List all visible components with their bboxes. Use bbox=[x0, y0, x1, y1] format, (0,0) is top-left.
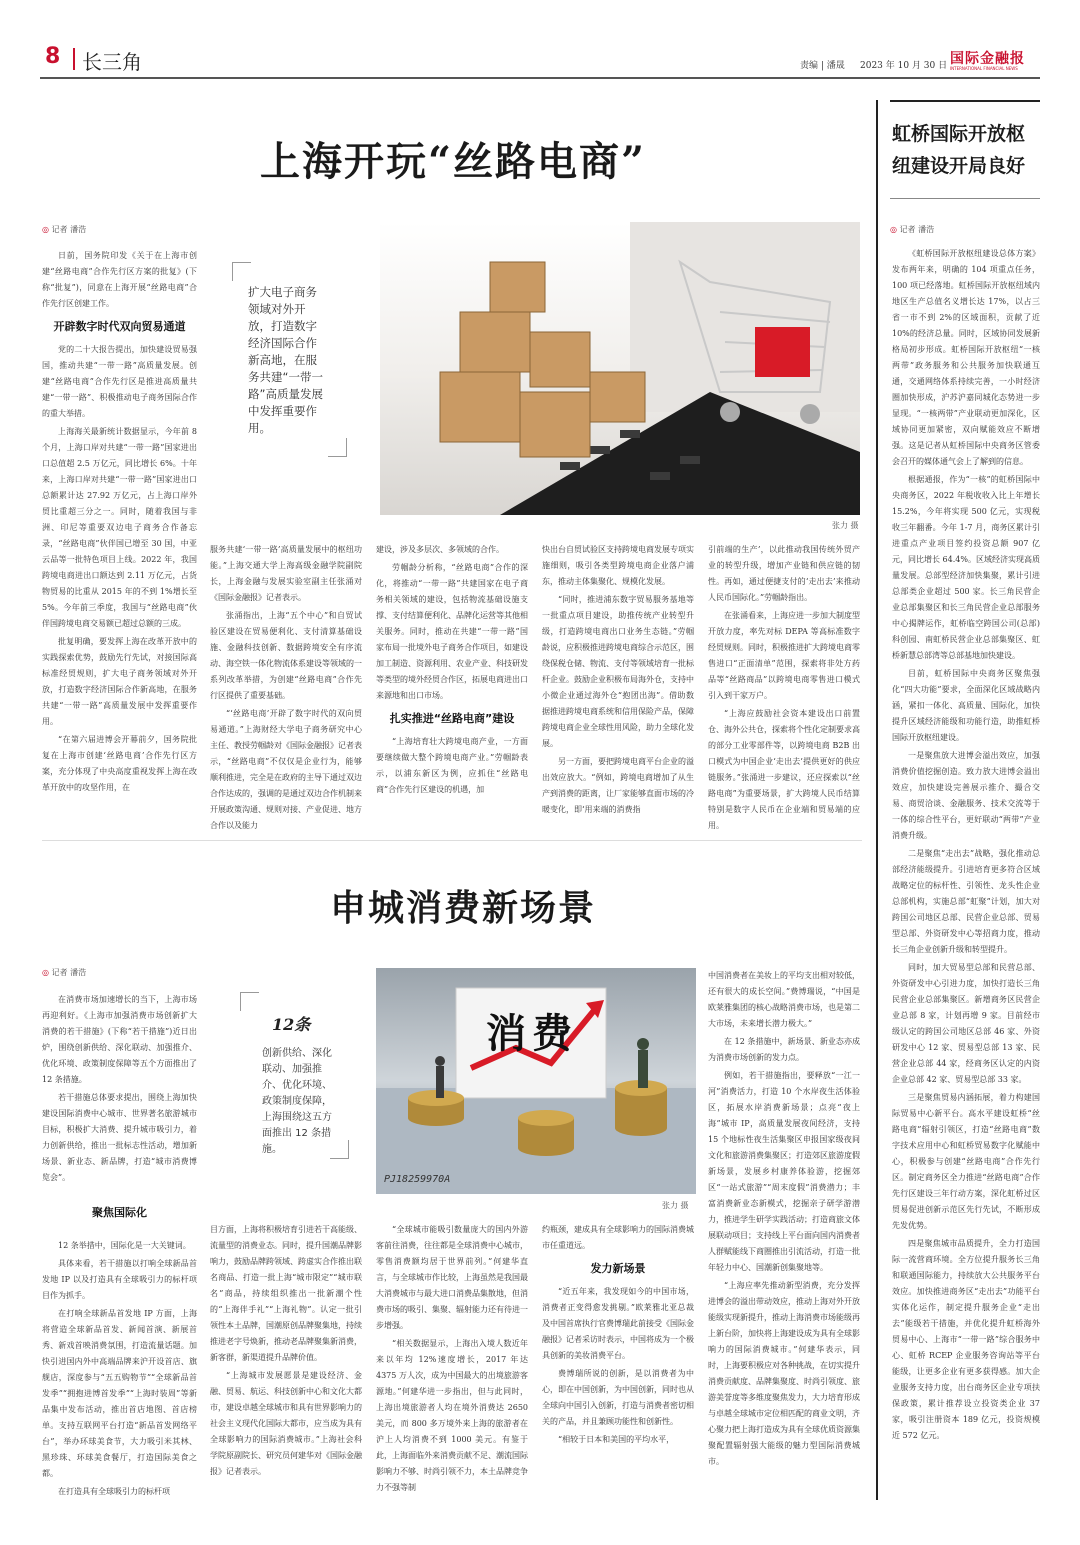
paragraph: 例如，若干措施指出，要释放“一江一河”消费活力，打造 10 个水岸夜生活体验区，拓展水岸消费新场景；点亮“夜上海”城市 IP，高质量发展夜间经济，支持 15 个地标性夜生活集聚区申报国家级夜间文化和旅游消费集聚区；打造郊区旅游度假新场景，发展乡村康养体验游，挖掘郊区“一站式旅游”“周末度假”消费潜力；丰富消费新业态新模式，挖掘亲子研学游潜力，推进学生研学实践活动；打造商旅文体展联动项目；支持线上平台面向国内消费者人群赋能线下商圈推出引流活动，打造一批年轻力中心、国潮新创集聚地等。 bbox=[708, 1071, 860, 1272]
paragraph: 三是聚焦贸易内涵拓展，着力构建国际贸易中心新平台。高水平建设虹桥“丝路电商”辐射引领区，打造“丝路电商”数字技术应用中心和虹桥贸易数字化赋能中心，积极参与创建“丝路电商”合作先行区。制定商务区全力推进“丝路电商”合作先行区建设三年行动方案，深化虹桥过区贸易促进创新示范区先行先试，不断形成先发优势。 bbox=[892, 1093, 1040, 1230]
article2-title: 申城消费新场景 bbox=[330, 887, 597, 929]
paragraph: 约瓶颈，建成具有全球影响力的国际消费城市任重道远。 bbox=[542, 1225, 694, 1250]
article1-photo-credit: 张力 摄 bbox=[832, 521, 859, 530]
paragraph: 服务共建‘一带一路’高质量发展中的枢纽功能。”上海交通大学上海高级金融学院副院长，上海金融与发展实验室副主任张涌对《国际金融报》记者表示。 bbox=[210, 545, 362, 602]
article2-quote-number: 12条 bbox=[272, 1015, 311, 1034]
photo-banknote-text: PJ18259970A bbox=[384, 1174, 451, 1185]
brand-logo-en: INTERNATIONAL FINANCIAL NEWS bbox=[950, 66, 1018, 71]
paragraph: 在打造具有全球吸引力的标杆项 bbox=[58, 1487, 170, 1496]
paragraph: 引前端的生产’，以此推动我国传统外贸产业的转型升级，增加产业链和供应链的韧性。再如，通过便捷支付的‘走出去’来推动人民币国际化。”劳帼龄指出。 bbox=[708, 545, 860, 602]
article1-col2 bbox=[210, 542, 362, 836]
paragraph: 建设，涉及多层次、多领域的合作。 bbox=[376, 545, 504, 554]
article2-col2 bbox=[210, 1222, 362, 1482]
article1-col4 bbox=[542, 542, 694, 820]
article1-col3 bbox=[376, 542, 528, 800]
paragraph: “上海应鼓励社会资本建设出口前置仓、海外公共仓，探索将个性化定制要求高的部分工业零部件等，以跨境电商 B2B 出口模式为中国企业‘走出去’提供更好的供应链服务。”张涌进一步建议，还应探索以“丝路电商”为重要场景，扩大跨境人民币结算特别是数字人民币在企业端和贸易端的应用。 bbox=[708, 709, 860, 830]
paragraph: 劳帼龄分析称，“丝路电商”合作的深化，将推动“一带一路”共建国家在电子商务相关领域的建设，包括物流基础设施支撑、支付结算便利化、品牌化运营等其他相关服务。同时，推动在共建“一带一路”国家布局一批境外电子商务合作项目，如建设加工制造、资源利用、农业产业、科技研发等类型的境外经贸合作区，拓展电商进出口来源地和出口市场。 bbox=[376, 563, 528, 700]
sidebar-title-rule bbox=[890, 198, 1040, 199]
article1-col1 bbox=[42, 248, 197, 798]
sidebar-divider bbox=[876, 100, 878, 1500]
header-editors: 责编 | 潘晟 bbox=[800, 61, 845, 71]
byline-bullet-icon: ◎ bbox=[890, 225, 900, 234]
paragraph: 上海海关最新统计数据显示，今年前 8 个月，上海口岸对共建“一带一路”国家进出口总值超 2.5 万亿元，同比增长 6%。十年来，上海口岸对共建“一带一路”国家进出口总额累计达 27.92 万亿元，占上海口岸外贸比重超三分之一。同时，随着我国与非洲、印尼等重要双边电子商务合作备忘录，“丝路电商”伙伴国已增至 30 国，中亚云品等一批特色项目上线。2022 年，我国跨境电商进出口额达到 2.11 万亿元，占货物贸易的比重从 2015 年的不到 1%增长至 5%。今年前三季度，我国与“丝路电商”伙伴国跨境电商交易额已超过总额的三成。 bbox=[42, 427, 197, 628]
paragraph: 12 条举措中，国际化是一大关键词。 bbox=[58, 1241, 191, 1250]
section-name: 长三角 bbox=[82, 50, 142, 74]
paragraph: 另一方面，要把跨境电商平台企业的溢出效应放大。“例如，跨境电商增加了从生产到消费的距离，让厂家能够直面市场的冷暖变化，即‘用来端的消费指 bbox=[542, 757, 694, 814]
paragraph: “上海应率先推动新型消费，充分发挥进博会的溢出带动效应，推动上海对外开放能级实现新提升，推动上海消费市场能级再上新台阶，加快将上海建设成为具有全球影响力的国际消费城市。”何建华表示，同时，上海要积极应对各种挑战，在切实提升消费贡献度、品牌集聚度、时尚引领度、旅游美誉度等多维度聚焦发力，大力培育形成与卓越全球城市定位相匹配的商业文明，齐心聚力把上海打造成为具有全球优质资源集聚配置辐射强大能级的魅力型国际消费城市。 bbox=[708, 1281, 860, 1466]
paragraph: “全球城市能吸引数量庞大的国内外游客前往消费，往往都是全球消费中心城市，零售消费额均居于世界前列。”何建华直言，与全球城市作比较，上海虽然是我国最大消费城市与最大进口消费品集散地，但消费市场的吸引、集聚、辐射能力还有待进一步增强。 bbox=[376, 1225, 528, 1330]
article1-photo bbox=[380, 222, 860, 515]
paragraph: “相较于日本和美国的平均水平， bbox=[558, 1435, 675, 1444]
paragraph: 四是聚焦城市品质提升，全力打造国际一流营商环境。全方位提升服务长三角和联通国际能力，持续放大公共服务平台效应。加快推进商务区“走出去”功能平台实体化运作，制定提升服务企业“走出去”能级若干措施，并优化提升虹桥海外贸易中心、上海市“一带一路”综合服务中心、虹桥 RCEP 企业服务咨询站等平台能级，让更多企业有更多获得感。加大企业服务支持力度，出台商务区企业专项扶保政策，累计推荐设立投资类企业 37 家，吸引注册资本 189 亿元，投资规模近 572 亿元。 bbox=[892, 1239, 1040, 1440]
subheading: 聚焦国际化 bbox=[92, 1206, 147, 1219]
paragraph: 批复明确，要发挥上海在改革开放中的实践探索优势，鼓励先行先试，对接国际高标准经贸规则，扩大电子商务领域对外开放，打造数字经济国际合作新高地，在服务共建“一带一路”高质量发展中发挥重要作用。 bbox=[42, 637, 197, 726]
paragraph: 根据通报，作为“一核”的虹桥国际中央商务区，2022 年税收收入比上年增长 15.2%，今年将实现 500 亿元，实现税收三年翻番。今年 1-7 月，商务区累计引进重点产业项目签约投资总额 907 亿元，同比增长 64.4%。区域经济实现高质量发展。总部型经济加快集聚，累计引进总部类企业超过 500 家。长三角民营企业总部集聚区和长三角民营企业总部服务中心揭牌运作，虹桥临空跨国公司(总部)科创园、南虹桥民营企业总部集聚区、虹桥新慧总部湾等总部基地加快建设。 bbox=[892, 475, 1040, 660]
paragraph: 在打响全球新品首发地 IP 方面，上海将营造全球新品首发、新闻首演、新展首秀、新戏首映消费氛围，打造流量话题。加快引进国内外中高端品牌来沪开设首店、旗舰店，深度参与“五五购物节”“全球新品首发季”“拥抱进博首发季”“上海时装周”等新品集中发布活动，推出首店地图、首店榜单。支持互联网平台打造“新品首发网络平台”，举办环球美食节，大力吸引米其林、黑珍珠、环球美食餐厅，打造国际美食之都。 bbox=[42, 1309, 197, 1478]
article1-col5 bbox=[708, 542, 860, 836]
article2-col1 bbox=[42, 992, 197, 1502]
paragraph: 张涌指出，上海“五个中心”和自贸试验区建设在贸易便利化、支付清算基础设施、金融科技创新、数据跨境安全有序流动、海空铁一体化物流体系建设等领域的一系列改革举措，为创建“丝路电商”合作先行区提供了重要基础。 bbox=[210, 611, 362, 700]
article2-col3 bbox=[376, 1222, 528, 1498]
paragraph: 同时，加大贸易型总部和民营总部、外资研发中心引进力度，加快打造长三角民营企业总部集聚区。新增商务区民营企业总部 8 家，计划再增 9 家。目前经市级认定的跨国公司地区总部 46 家、外资研发中心 12 家、贸易型总部 13 家、民营企业总部 44 家，经商务区认定的内资企业总部 42 家、贸易型总部 33 家。 bbox=[892, 963, 1040, 1084]
article1-title: 上海开玩“丝路电商” bbox=[260, 138, 647, 185]
parcels-cart-illustration bbox=[380, 222, 860, 515]
paragraph: 在张涌看来，上海应进一步加大制度型开放力度，率先对标 DEPA 等高标准数字经贸规则。同时，积极推进扩大跨境电商零售进口“正面清单”范围，探索将非处方药品等“丝路商品”以跨境电商零售进口模式引入到干家万户。 bbox=[708, 611, 860, 700]
article2-byline-text: 记者 潘浩 bbox=[51, 968, 87, 977]
paragraph: 在消费市场加速增长的当下，上海市场再迎利好。《上海市加强消费市场创新扩大消费的若干措施》(下称“若干措施”)近日出炉，围绕创新供给、深化联动、加强推介、优化环境、政策制度保障等五个方面推出了 12 条措施。 bbox=[42, 995, 197, 1084]
article2-byline bbox=[42, 967, 86, 978]
byline-bullet-icon: ◎ bbox=[42, 225, 52, 234]
paragraph: 若干措施总体要求提出，围绕上海加快建设国际消费中心城市、世界著名旅游城市目标，积极扩大消费、提升城市吸引力，着力创新供给，推出一批标志性活动，增加新场景、新业态、新品牌，打造“城市消费博览会”。 bbox=[42, 1093, 197, 1182]
page-number: 8 bbox=[45, 44, 61, 69]
quote-corner-mark bbox=[330, 1140, 349, 1159]
article1-byline-text: 记者 潘浩 bbox=[51, 225, 87, 234]
header-date: 2023 年 10 月 30 日 bbox=[860, 61, 948, 71]
paragraph: “在第六届进博会开幕前夕，国务院批复在上海市创建‘丝路电商’合作先行区方案，充分体现了中央高度重视发挥上海在改革开放中的攻坚作用，在 bbox=[42, 735, 197, 792]
paragraph: 《虹桥国际开放枢纽建设总体方案》发布两年来，明确的 104 项重点任务，100 项已经落地。虹桥国际开放枢纽域内地区生产总值名义增长达 17%，以占三省一市不到 2%的区域面积，贡献了近 10%的经济总量。同时，区域协同发展新格局初步形成。虹桥国际开放枢纽“一核两带”政务服务和公共服务加快联通互通，交通网络体系持续完善，一小时经济圈加快形成，沪苏沪嘉同城化态势进一步显现。“一核两带”产业联动更加深化，区域协同更加紧密，双向赋能效应不断增强。这是记者从虹桥国际中央商务区管委会召开的媒体通气会上了解到的信息。 bbox=[892, 249, 1040, 466]
paragraph: 具体来看，若干措施以打响全球新品首发地 IP 以及打造具有全球吸引力的标杆项目作为抓手。 bbox=[42, 1259, 197, 1300]
article1-pull-quote: 扩大电子商务领域对外开放，打造数字经济国际合作新高地，在服务共建“一带一路”高质量发展中发挥重要作用。 bbox=[248, 285, 323, 435]
article2-col5 bbox=[708, 968, 860, 1472]
paragraph: “‘丝路电商’开辟了数字时代的双向贸易通道。”上海财经大学电子商务研究中心主任、教授劳帼龄对《国际金融报》记者表示，“丝路电商”不仅仅是企业行为，能够顺利推进，完全是在政府的主导下通过双边合作达成的，强调的是通过双边合作机制来开展政策沟通、规则对接、产业促进、地方合作以及能力 bbox=[210, 709, 362, 830]
article-separator bbox=[42, 840, 862, 841]
paragraph: 一是聚焦放大进博会溢出效应，加强消费价值挖掘创造。致力放大进博会溢出效应，加快建设完善展示推介、撮合交易、商贸洽谈、金融服务、技术交流等于一体的综合性平台，更好联动“两带”产业消费升级。 bbox=[892, 751, 1040, 840]
article1-byline bbox=[42, 224, 86, 235]
paragraph: “上海培育壮大跨境电商产业，一方面要继续做大整个跨境电商产业。”劳帼龄表示，以浦东新区为例，应抓住“丝路电商”合作先行区建设的机遇，加 bbox=[376, 737, 528, 794]
paragraph: “上海城市发展愿景是建设经济、金融、贸易、航运、科技创新中心和文化大都市，建设卓越全球城市和具有世界影响力的社会主义现代化国际大都市，应当成为具有全球影响力的国际消费城市。”上海社会科学院原副院长、研究员何建华对《国际金融报》记者表示。 bbox=[210, 1371, 362, 1476]
article2-photo bbox=[376, 968, 696, 1194]
brand-logo-text: 国际金融报 bbox=[950, 51, 1025, 67]
paragraph: 在 12 条措施中，新场景、新业态亦成为消费市场创新的发力点。 bbox=[708, 1037, 860, 1062]
page-header bbox=[0, 0, 1080, 88]
sidebar-byline-text: 记者 潘浩 bbox=[899, 225, 935, 234]
paragraph: 目前，虹桥国际中央商务区聚焦强化“四大功能”要求，全面深化区域战略内涵，紧扣一体化、高质量、国际化，加快提升区域经济能级和功能行造，助推虹桥国际开放枢纽建设。 bbox=[892, 669, 1040, 742]
paragraph: 二是聚焦“走出去”战略，强化推动总部经济能级提升。引进培育更多符合区域战略定位的标杆性、引领性、龙头性企业总部机构，实施总部“虹聚”计划，加大对跨国公司地区总部、民营企业总部、贸易型总部、外资研发中心等招商力度，推动长三角企业创新升级和转型提升。 bbox=[892, 849, 1040, 954]
quote-corner-mark bbox=[240, 992, 259, 1011]
subheading: 发力新场景 bbox=[590, 1262, 646, 1275]
subheading: 开辟数字时代双向贸易通道 bbox=[53, 320, 186, 333]
paragraph: “同时，推进浦东数字贸易服务基地等一批重点项目建设，助推传统产业转型升级，打造跨境电商出口业务生态链。”劳帼龄说，应积极推进跨境电商综合示范区，围绕保税仓储、物流、支付等领域培育一批标杆企业。鼓励企业积极布局海外仓，支持中小微企业通过海外仓“抱团出海”。借助数据推进跨境电商系统和信用保险产品，保障跨境电商企业全球性用风险，助力全球化发展。 bbox=[542, 595, 694, 748]
paragraph: 日前，国务院印发《关于在上海市创建“丝路电商”合作先行区方案的批复》(下称“批复”)，同意在上海开展“丝路电商”合作先行区创建工作。 bbox=[42, 251, 197, 308]
sidebar-top-rule bbox=[890, 100, 1040, 102]
brand-logo bbox=[950, 48, 1040, 74]
header-divider bbox=[73, 48, 75, 70]
subheading: 扎实推进“丝路电商”建设 bbox=[389, 712, 515, 725]
paragraph: 目方面，上海将积极培育引进若干高能级、流量型的消费业态。同时，提升国潮品牌影响力，鼓励品牌跨领域、跨虚实合作推出联名商品、打造一批上海“城市限定”“城市联名”商品，持续组织推出一批新潮个性的“上海伴手礼”“上海礼物”。认定一批引领性本土品牌，国潮原创品牌聚集地，持续推进老字号焕新，推动老品牌聚集新消费，新客群，新渠道提升品牌价值。 bbox=[210, 1225, 362, 1362]
quote-corner-mark bbox=[232, 262, 251, 281]
article2-col4 bbox=[542, 1222, 694, 1450]
paragraph: 费博瑞所说的创新，是以消费者为中心，即在中国创新，为中国创新，同时也从全球向中国引入创新，打造与消费者密切相关的产品，并且兼顾功能性和创新性。 bbox=[542, 1369, 694, 1426]
sidebar-byline bbox=[890, 224, 934, 235]
paragraph: 中国消费者在美妆上的平均支出相对较低，还有很大的成长空间。”费博瑞说，“中国是欧莱雅集团的核心战略消费市场，也是第二大市场，未来增长潜力极大。” bbox=[708, 971, 860, 1028]
paragraph: “相关数据显示，上海出入境人数近年来以年均 12%速度增长，2017 年达 4375 万人次，成为中国最大的出境旅游客源地。”何建华进一步指出，但与此同时，上海出境旅游者人均在境外消费达 2650 美元，而 800 多万境外来上海的旅游者在沪上人均消费不到 1000 美元。有鉴于此，上海面临外来消费贡献不足、潮流国际影响力不够、时尚引领不力，本土品牌竞争力不强等制 bbox=[376, 1339, 528, 1492]
paragraph: “近五年来，我发现如今的中国市场，消费者正变得愈发挑剔。”欧莱雅北亚总裁及中国首席执行官费博瑞此前接受《国际金融报》记者采访时表示，中国将成为一个极具创新的美妆消费平台。 bbox=[542, 1287, 694, 1360]
sidebar-title: 虹桥国际开放枢纽建设开局良好 bbox=[892, 123, 1026, 177]
article2-pull-quote: 创新供给、深化联动、加强推介、优化环境、政策制度保障，上海围绕这五方面推出 12 条措施。 bbox=[262, 1048, 332, 1155]
byline-bullet-icon: ◎ bbox=[42, 968, 52, 977]
paragraph: 党的二十大报告提出，加快建设贸易强国，推动共建“一带一路”高质量发展。创建“丝路电商”合作先行区是推进高质量共建“一带一路”、积极推动电子商务国际合作的重大举措。 bbox=[42, 345, 197, 418]
quote-corner-mark bbox=[328, 438, 347, 457]
photo-sign-text: 消费 bbox=[486, 1010, 578, 1057]
article2-photo-credit: 张力 摄 bbox=[662, 1201, 689, 1210]
paragraph: 快出台自贸试验区支持跨境电商发展专项实施细则，吸引各类型跨境电商企业落户浦东，推动主体集聚化、规模化发展。 bbox=[542, 545, 694, 586]
header-rule bbox=[40, 77, 1040, 79]
sidebar-body bbox=[892, 246, 1040, 1446]
